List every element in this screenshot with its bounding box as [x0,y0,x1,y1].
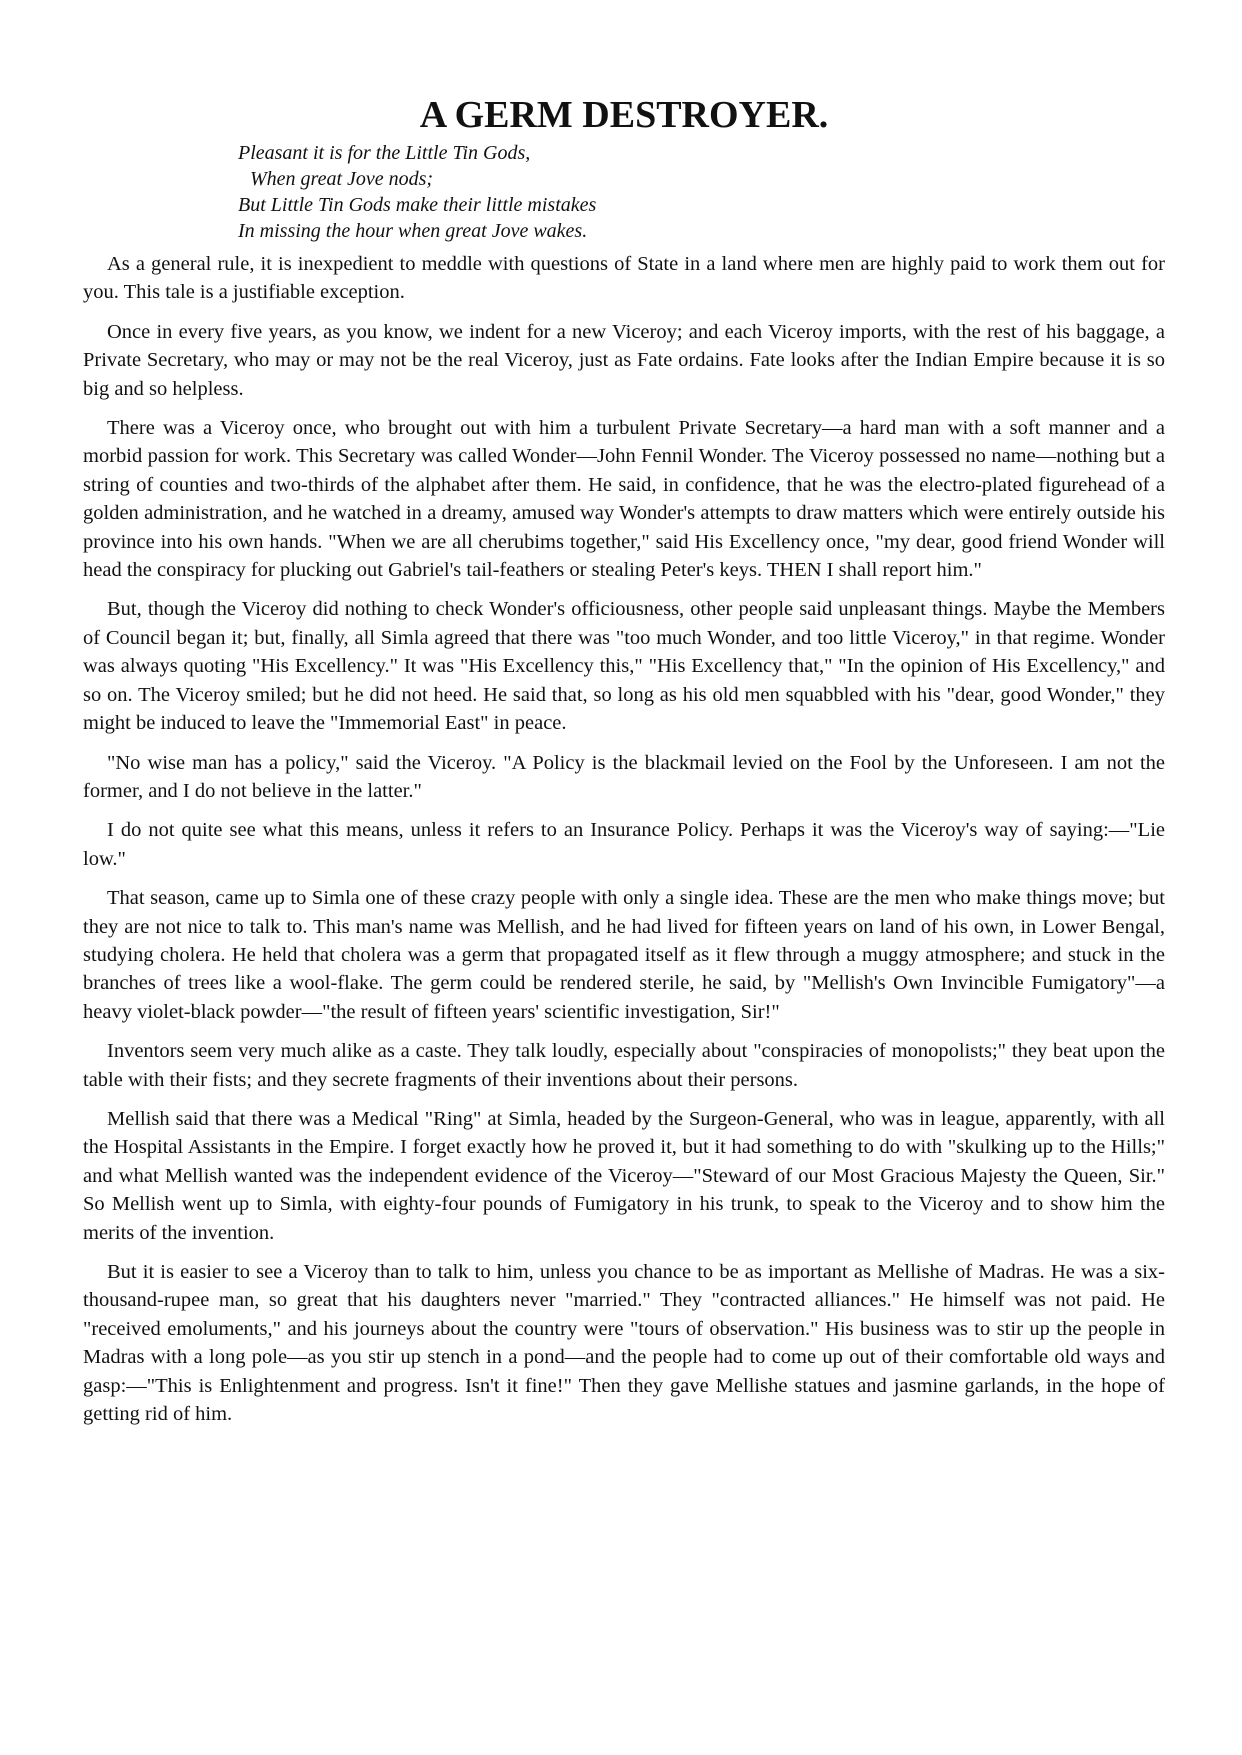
body-text [83,250,1165,1428]
paragraph: That season, came up to Simla one of these crazy people with only a single idea. These are the men who make things move; but they are not nice to talk to. This man's name was Mellish, and he had lived for fifteen years on land of his own, in Lower Bengal, studying cholera. He held that cholera was a germ that propagated itself as it flew through a muggy atmosphere; and stuck in the branches of trees like a wool-flake. The germ could be rendered sterile, he said, by "Mellish's Own Invincible Fumigatory"—a heavy violet-black powder—"the result of fifteen years' scientific investigation, Sir!" [83,887,1165,1023]
paragraph: But, though the Viceroy did nothing to check Wonder's officiousness, other people said unpleasant things. Maybe the Members of Council began it; but, finally, all Simla agreed that there was "too much Wonder, and too little Viceroy," in that regime. Wonder was always quoting "His Excellency." It was "His Excellency this," "His Excellency that," "In the opinion of His Excellency," and so on. The Viceroy smiled; but he did not heed. He said that, so long as his old men squabbled with his "dear, good Wonder," they might be induced to leave the "Immemorial East" in peace. [83,598,1165,735]
paragraph: But it is easier to see a Viceroy than to talk to him, unless you chance to be as important as Mellishe of Madras. He was a six-thousand-rupee man, so great that his daughters never "married." They "contracted alliances." He himself was not paid. He "received emoluments," and his journeys about the country were "tours of observation." His business was to stir up the people in Madras with a long pole—as you stir up stench in a pond—and the people had to come up out of their comfortable old ways and gasp:—"This is Enlightenment and progress. Isn't it fine!" Then they gave Mellishe statues and jasmine garlands, in the hope of getting rid of him. [83,1261,1165,1426]
document-page [83,92,1165,1439]
paragraph: "No wise man has a policy," said the Viceroy. "A Policy is the blackmail levied on the Fool by the Unforeseen. I am not the former, and I do not believe in the latter." [83,751,1165,802]
paragraph: As a general rule, it is inexpedient to meddle with questions of State in a land where men are highly paid to work them out for you. This tale is a justifiable exception. [83,253,1165,304]
epigraph-line: When great Jove nods; [250,168,434,190]
epigraph-line: In missing the hour when great Jove wakes. [238,220,588,242]
paragraph: Mellish said that there was a Medical "Ring" at Simla, headed by the Surgeon-General, who was in league, apparently, with all the Hospital Assistants in the Empire. I forget exactly how he proved it, but it had something to do with "skulking up to the Hills;" and what Mellish wanted was the independent evidence of the Viceroy—"Steward of our Most Gracious Majesty the Queen, Sir." So Mellish went up to Simla, with eighty-four pounds of Fumigatory in his trunk, to speak to the Viceroy and to show him the merits of the invention. [83,1107,1165,1244]
epigraph-line: Pleasant it is for the Little Tin Gods, [238,142,531,164]
paragraph: I do not quite see what this means, unless it refers to an Insurance Policy. Perhaps it was the Viceroy's way of saying:—"Lie low." [83,819,1165,870]
paragraph: Inventors seem very much alike as a caste. They talk loudly, especially about "conspiracies of monopolists;" they beat upon the table with their fists; and they secrete fragments of their inventions about their persons. [83,1040,1165,1091]
paragraph: Once in every five years, as you know, we indent for a new Viceroy; and each Viceroy imports, with the rest of his baggage, a Private Secretary, who may or may not be the real Viceroy, just as Fate ordains. Fate looks after the Indian Empire because it is so big and so helpless. [83,320,1165,400]
epigraph [238,140,1165,244]
paragraph: There was a Viceroy once, who brought out with him a turbulent Private Secretary—a hard man with a soft manner and a morbid passion for work. This Secretary was called Wonder—John Fennil Wonder. The Viceroy possessed no name—nothing but a string of counties and two-thirds of the alphabet after them. He said, in confidence, that he was the electro-plated figurehead of a golden administration, and he watched in a dreamy, amused way Wonder's attempts to draw matters which were entirely outside his province into his own hands. "When we are all cherubims together," said His Excellency once, "my dear, good friend Wonder will head the conspiracy for plucking out Gabriel's tail-feathers or stealing Peter's keys. THEN I shall report him." [83,417,1165,582]
page-title: A GERM DESTROYER. [419,94,829,136]
epigraph-line: But Little Tin Gods make their little mistakes [238,194,597,216]
